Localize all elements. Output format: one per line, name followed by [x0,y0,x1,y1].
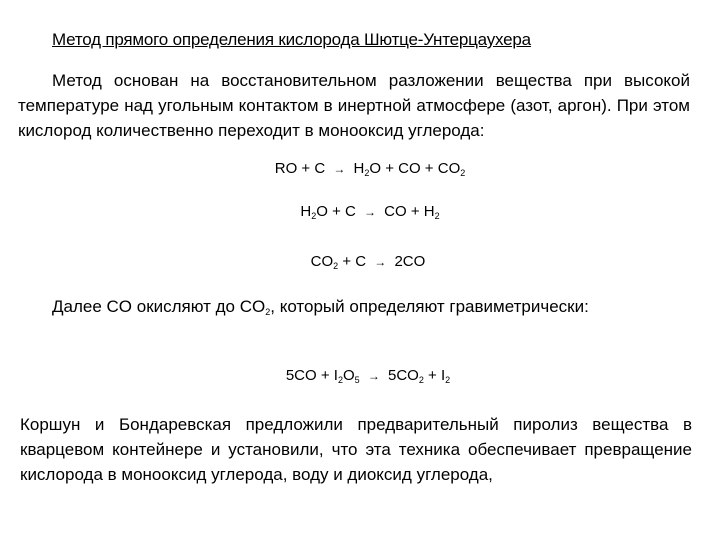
page-title: Метод прямого определения кислорода Шютце-Унтерцаухера [52,30,531,49]
equation-decomposition: RO + $C \to H_2O$ + CO + $CO_2$ [274,160,466,178]
equation-co2-reduction: $CO_2 + C \to 2CO$ [310,253,426,271]
equation-iodine-pentoxide: $5CO + I_2O_5 \to 5CO_2 + I_2$ [285,367,451,385]
method-description: Метод основан на восстановительном разложении вещества при высокой температуре над угольным контактом в инертной атмосфере (азот, аргон). При этом кислород количественно переходит в монооксид углерода: [18,71,690,140]
oxidation-statement: Далее CO окисляют до $CO_2$, который определяют гравиметрически: [52,297,589,317]
pyrolysis-paragraph: Коршун и Бондаревская предложили предварительный пиролиз вещества в кварцевом контейнере и установили, что эта техника обеспечивает превращение кислорода в монооксид углерода, воду и диоксид углерода, [20,415,692,484]
equation-water-reduction: $H_2O + C$ → CO + $H_2$ [300,203,440,221]
